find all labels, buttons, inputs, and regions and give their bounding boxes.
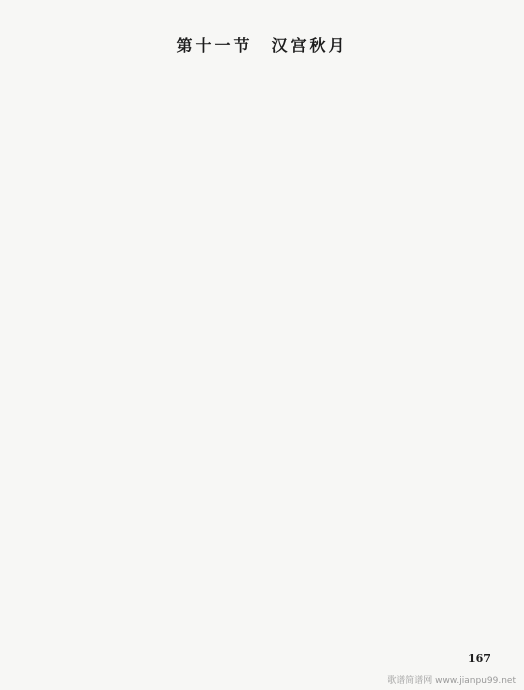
site-watermark: 歌谱简谱网 www.jianpu99.net <box>387 676 516 686</box>
section-title: 第十一节 汉宫秋月 <box>176 36 348 55</box>
page-number: 167 <box>468 652 491 665</box>
